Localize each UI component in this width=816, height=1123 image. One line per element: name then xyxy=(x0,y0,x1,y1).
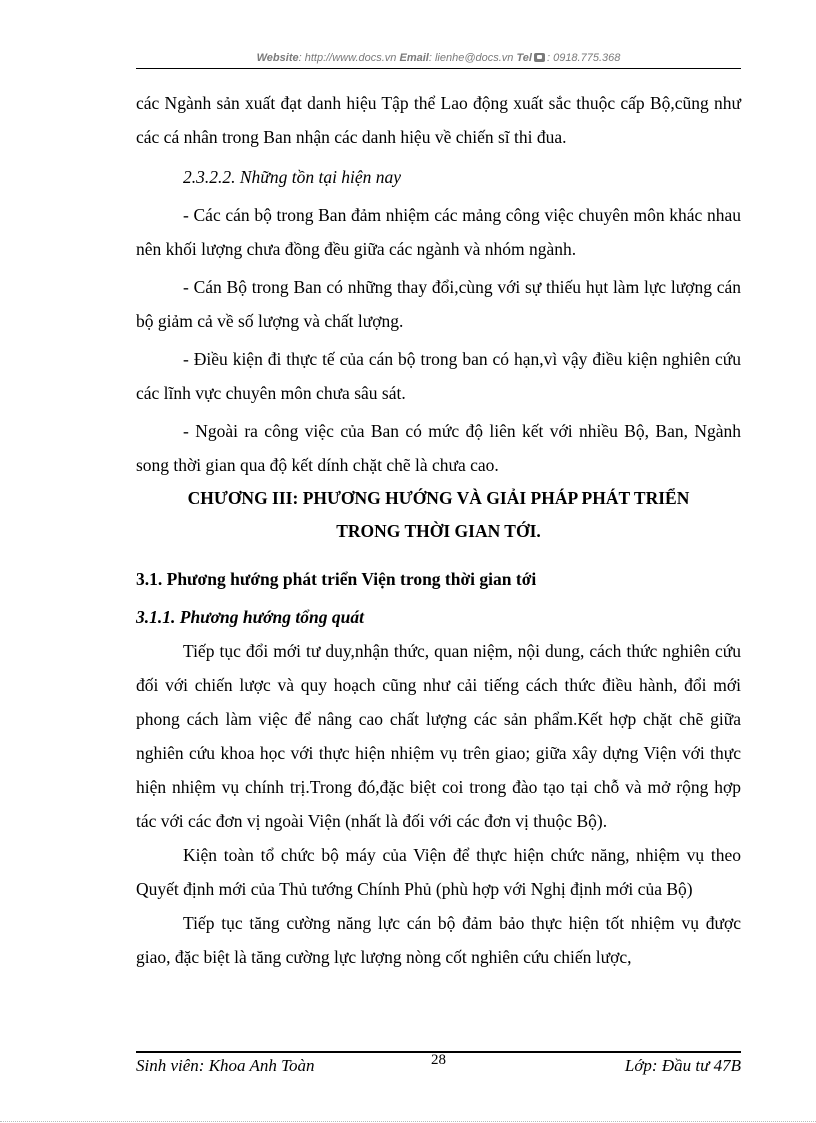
header-contact xyxy=(257,52,621,64)
website-label: Website xyxy=(256,52,299,64)
subsection-heading: 3.1.1. Phương hướng tổng quát xyxy=(136,607,364,627)
chapter-title-line: TRONG THỜI GIAN TỚI. xyxy=(336,521,541,541)
website-value: : http://www.docs.vn xyxy=(298,52,397,64)
bullet-paragraph: - Ngoài ra công việc của Ban có mức độ liên kết với nhiều Bộ, Ban, Ngành song thời gian qua độ kết dính chặt chẽ là chưa cao. xyxy=(136,421,741,475)
email-label: Email xyxy=(399,52,429,64)
phone-icon xyxy=(534,53,545,62)
chapter-title-line: CHƯƠNG III: PHƯƠNG HƯỚNG VÀ GIẢI PHÁP PHÁT TRIỂN xyxy=(187,488,690,508)
tel-label: Tel xyxy=(516,52,532,64)
paragraph-continued: các Ngành sản xuất đạt danh hiệu Tập thể Lao động xuất sắc thuộc cấp Bộ,cũng như các cá nhân trong Ban nhận các danh hiệu về chiến sĩ thi đua. xyxy=(136,93,741,147)
body-paragraph: Tiếp tục đổi mới tư duy,nhận thức, quan niệm, nội dung, cách thức nghiên cứu đối với chiến lược và quy hoạch cũng như cải tiếng cách thức điều hành, đổi mới phong cách làm việc để nâng cao chất lượng các sản phẩm.Kết hợp chặt chẽ giữa nghiên cứu khoa học với thực hiện nhiệm vụ trên giao; giữa xây dựng Viện với thực hiện nhiệm vụ chính trị.Trong đó,đặc biệt coi trong đào tạo tại chỗ và mở rộng hợp tác với các đơn vị ngoài Viện (nhất là đối với các đơn vị thuộc Bộ). xyxy=(136,641,741,831)
tel-value: : 0918.775.368 xyxy=(546,52,621,64)
footer-student: Sinh viên: Khoa Anh Toàn xyxy=(136,1056,315,1075)
page-number: 28 xyxy=(431,1052,446,1068)
footer-class: Lớp: Đầu tư 47B xyxy=(624,1056,741,1075)
email-value: : lienhe@docs.vn xyxy=(428,52,514,64)
page-header xyxy=(136,48,741,69)
sub-heading: 2.3.2.2. Những tồn tại hiện nay xyxy=(183,167,402,187)
body-paragraph: Tiếp tục tăng cường năng lực cán bộ đảm bảo thực hiện tốt nhiệm vụ được giao, đặc biệt là tăng cường lực lượng nòng cốt nghiên cứu chiến lược, xyxy=(136,913,741,967)
bullet-paragraph: - Các cán bộ trong Ban đảm nhiệm các mảng công việc chuyên môn khác nhau nên khối lượng chưa đồng đều giữa các ngành và nhóm ngành. xyxy=(136,205,741,259)
page-body xyxy=(136,86,741,974)
chapter-title xyxy=(136,482,741,548)
section-heading: 3.1. Phương hướng phát triển Viện trong thời gian tới xyxy=(136,569,537,589)
bullet-paragraph: - Điều kiện đi thực tế của cán bộ trong ban có hạn,vì vậy điều kiện nghiên cứu các lĩnh vực chuyên môn chưa sâu sát. xyxy=(136,349,741,403)
page-footer xyxy=(136,1054,741,1078)
page-edge xyxy=(0,1121,816,1122)
bullet-paragraph: - Cán Bộ trong Ban có những thay đổi,cùng với sự thiếu hụt làm lực lượng cán bộ giảm cả về số lượng và chất lượng. xyxy=(136,277,741,331)
body-paragraph: Kiện toàn tổ chức bộ máy của Viện để thực hiện chức năng, nhiệm vụ theo Quyết định mới của Thủ tướng Chính Phủ (phù hợp với Nghị định mới của Bộ) xyxy=(136,845,741,899)
